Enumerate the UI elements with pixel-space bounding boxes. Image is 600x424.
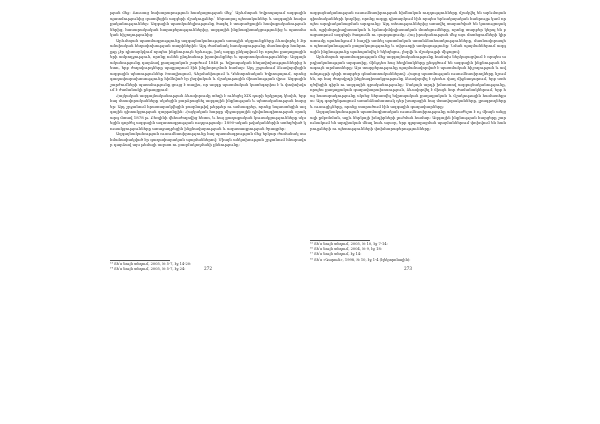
left-page — [110, 0, 306, 424]
paragraph: Արևմտյան պատմագրության մեջ ազգայնականությունը հաճախ ներկայացվում է որպես արդիականության արգասիք, մինչդեռ հայ հեղինակները ընդգծում են ազգային ինքնության հնագույն արմատները: Այս տարբերությունը պայմանավորված է պատմական հիշողության և ավանդույթի դերի տարբեր գնահատականներով: Հայոց պատմության ուսումնասիրողները նշում են, որ հայ ժողովրդի ինքնագիտակցությունը ձևավորվել է դեռևս վաղ միջնադարում, երբ ստեղծվեցին գիրն ու ազգային գրականությունը: Սակայն արդի իմաստով ազգայնականությունը, որպես քաղաքական գաղափարախոսություն, ձևավորվել է միայն նոր ժամանակներում, երբ հայ հասարակությունը սկսեց ներառվել եվրոպական քաղաքական և մշակութային համատեքստ: Այդ գործընթացում առանձնահատուկ դեր խաղացին հայ մտավորականները, լրագրողները և ուսուցիչները, որոնք տարածում էին ազգային գաղափարները: — [310, 54, 506, 109]
footnote: ¹⁷ Տե՛ս նույն տեղում, էջ 14: — [310, 252, 362, 257]
paragraph: Հայկական ազգայնականության ձևավորումը տեղի է ունեցել XIX դարի երկրորդ կեսին, երբ հայ մտավորականները սկսեցին բարձրացնել ազգային ինքնության և պետականության հարցեր: Այդ շրջանում հրատարակվեցին բազմաթիվ թերթեր ու ամսագրեր, որոնք նպաստեցին ազգային գիտակցության զարթոնքին: Հայկական հարցը միջազգային դիվանագիտության օրակարգ մտավ 1878 թ. Բեռլինի վեհաժողովից հետո, և հայ քաղաքական կուսակցությունները սկսեցին գործել ազգային ազատագրության ուղղությամբ: 1890-ական թվականներին ստեղծված կուսակցությունները առաջադրեցին ինքնավարության և ազատագրության ծրագրեր: — [110, 92, 306, 131]
footnote-separator — [310, 240, 370, 241]
footnote: ¹⁶ Տե՛ս նույն տեղում, 2004, № 9, էջ 18: — [310, 247, 382, 252]
footnote-separator — [110, 260, 170, 261]
paragraph: Ազգայնականության պատմագիտական ուսումնասիրությունը անհրաժեշտ է ոչ միայն անցյալի ըմբռնման, այլև ներկայի խնդիրների լուծման համար: Ազգային ինքնության հարցերը շարունակում են արդիական մնալ նաև այսօր, երբ գլոբալացման պայմաններում փոխվում են հանրույթների ու պետությունների փոխհարաբերությունները: — [310, 109, 506, 131]
right-footnotes — [310, 242, 506, 263]
footnote: ¹⁵ Տե՛ս նույն տեղում, 2005, № 10, էջ 7-14: — [310, 242, 388, 246]
page-number: 272 — [204, 266, 212, 271]
paragraph: ազգայնականության ուսումնասիրության հիմնական ուղղությունները մշակվել են արևմտյան գիտնականների կողմից, որոնք ազգը դիտարկում էին որպես երևակայական հանրույթ կամ որպես արդիականացման արդյունք: Այդ տեսություններից առավել տարածված են կառուցողական, պրիմորդիալիստական և էթնոսիմվոլիստական մոտեցումները, որոնք տարբեր կերպ են բացատրում ազգերի ծագումն ու զարգացումը: Հայ իրականության մեջ այս մոտեցումների կիրառումը պահանջում է հաշվի առնել պատմական առանձնահատկությունները, մասնավորապես պետականության բացակայությունը և սփյուռքի առկայությունը: Նման պայմաններում ազգային ինքնությունը պահպանվել է եկեղեցու, լեզվի և մշակույթի միջոցով: — [310, 10, 506, 54]
footnote: ¹⁸ Տե՛ս «Գարուն», 1998, № 10, էջ 1-4 (էլեկտրոնային): — [310, 257, 411, 262]
paragraph: Արևմտյան պատմագրությունը ազգայնականության առաջին սկզբունքները ձևավորել է Ֆրանսիական հեղափոխության տարիներին: Այդ ժամանակ հասկացությունը մասնավոր հանրույթը չէր դիտարկվում որպես ինքնուրույն երևույթ, իսկ ազգը ընկալվում էր որպես քաղաքացիների ամբողջություն, որոնք ունեն ընդհանուր իրավունքներ և պարտականություններ: Ազգայնականությունը դարձավ քաղաքական շարժում 1848 թ. եվրոպական հեղափոխություններից հետո, երբ ժողովուրդները պայքարում էին ինքնորոշման համար: Այդ շրջանում ձևավորվեցին ազգային պետություններ Իտալիայում, Գերմանիայում և Կենտրոնական Եվրոպայում, որոնց գաղափարախոսությունը հիմնված էր լեզվական և մշակութային միասնության վրա: Ազգային շարժումների պատմությունը ցույց է տալիս, որ ազգը պատմական կատեգորիա է և փոփոխվում է ժամանակի ընթացքում: — [110, 37, 306, 92]
page-number: 273 — [404, 266, 412, 271]
left-page-body — [110, 10, 306, 148]
footnote: ¹³ Տե՛ս նույն տեղում, 2005, № 5-7, էջ 14-20: — [110, 262, 192, 266]
footnote: ¹⁴ Տե՛ս նույն տեղում, 2005, № 5-7, էջ 24: — [110, 267, 186, 272]
right-page-body — [310, 10, 506, 131]
paragraph: թյան մեջ: Ռուսաց նախարարություն հասկացության մեջ` Արևմտյան Եվրոպայում ազգային պատմությունից զատվեցին ազգերի մշակույթներ` ներառյալ պետականներ և ազգային հավաքականություններ: Ազգային պատկանելիությունը ծագել է տարածքային հավաքականություններից, հասարակական հարաբերություններից, ազգային ինքնագիտակցությունից և պատմական հիշողությունից: — [110, 10, 306, 37]
paragraph: Ազգայնականության ուսումնասիրությունը հայ պատմագրության մեջ երկար ժամանակ սահմանափակված էր գաղափարական պայմաններով: Միայն անկախության շրջանում հնարավոր դարձավ այս թեմայի ազատ ու բազմակողմանի քննությունը: — [110, 131, 306, 147]
right-page — [310, 0, 506, 424]
